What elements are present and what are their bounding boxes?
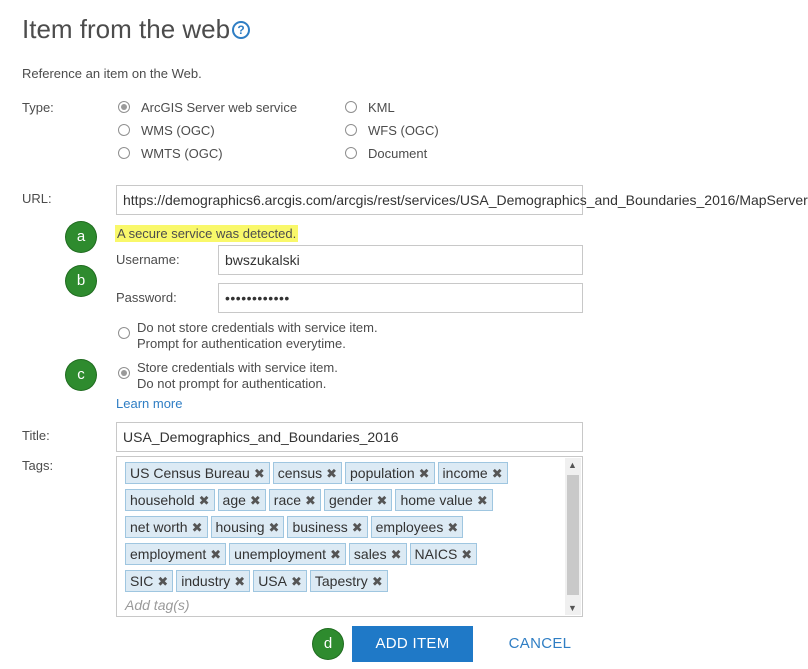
remove-tag-icon[interactable]: ✖ <box>157 574 169 589</box>
tag-chip[interactable] <box>287 516 367 538</box>
remove-tag-icon[interactable]: ✖ <box>210 547 222 562</box>
title-label: Title: <box>22 428 50 443</box>
tag-chip[interactable] <box>438 462 508 484</box>
type-option-document-label: Document <box>368 146 428 161</box>
radio-icon[interactable] <box>118 367 130 379</box>
tag-row <box>125 570 565 592</box>
remove-tag-icon[interactable]: ✖ <box>371 574 383 589</box>
radio-icon[interactable] <box>345 101 357 113</box>
remove-tag-icon[interactable]: ✖ <box>290 574 302 589</box>
remove-tag-icon[interactable]: ✖ <box>447 520 459 535</box>
title-input[interactable]: USA_Demographics_and_Boundaries_2016 <box>116 422 583 452</box>
tag-text: population <box>350 465 415 481</box>
tag-text: household <box>130 492 195 508</box>
remove-tag-icon[interactable]: ✖ <box>491 466 503 481</box>
credentials-option-prompt-line1: Do not store credentials with service item. <box>137 320 378 335</box>
url-input[interactable]: https://demographics6.arcgis.com/arcgis/rest/services/USA_Demographics_and_Boundaries_2016/MapServer <box>116 185 583 215</box>
credentials-option-prompt-line2: Prompt for authentication everytime. <box>137 336 346 351</box>
remove-tag-icon[interactable]: ✖ <box>390 547 402 562</box>
remove-tag-icon[interactable]: ✖ <box>249 493 261 508</box>
remove-tag-icon[interactable]: ✖ <box>234 574 246 589</box>
tag-text: race <box>273 492 302 508</box>
learn-more-link[interactable]: Learn more <box>116 396 183 411</box>
username-label: Username: <box>116 252 180 267</box>
tag-row <box>125 516 565 538</box>
credentials-option-store-text <box>137 360 338 392</box>
callout-c-badge: c <box>66 360 96 390</box>
tag-text: net worth <box>130 519 188 535</box>
type-option-wmts[interactable] <box>118 147 130 159</box>
tag-text: US Census Bureau <box>130 465 250 481</box>
type-option-document[interactable] <box>345 147 357 159</box>
tag-chip[interactable] <box>324 489 393 511</box>
credentials-option-store-line2: Do not prompt for authentication. <box>137 376 327 391</box>
tag-row <box>125 543 565 565</box>
tag-text: census <box>277 465 323 481</box>
type-option-wms[interactable] <box>118 124 130 136</box>
credentials-option-store-line1: Store credentials with service item. <box>137 360 338 375</box>
tag-chip[interactable] <box>269 489 321 511</box>
username-input[interactable]: bwszukalski <box>218 245 583 275</box>
help-icon[interactable]: ? <box>232 21 250 39</box>
callout-a-badge: a <box>66 222 96 252</box>
type-option-kml-label: KML <box>368 100 395 115</box>
tag-chip[interactable] <box>410 543 478 565</box>
tag-text: industry <box>181 573 231 589</box>
type-option-arcgis[interactable] <box>118 101 130 113</box>
tag-text: gender <box>328 492 373 508</box>
tag-text: employment <box>130 546 207 562</box>
tag-chip[interactable] <box>395 489 492 511</box>
tag-list <box>125 462 565 613</box>
remove-tag-icon[interactable]: ✖ <box>476 493 488 508</box>
radio-icon[interactable] <box>345 147 357 159</box>
tag-chip[interactable] <box>253 570 307 592</box>
remove-tag-icon[interactable]: ✖ <box>418 466 430 481</box>
tag-text: NAICS <box>414 546 458 562</box>
tags-scrollbar[interactable] <box>565 458 581 615</box>
remove-tag-icon[interactable]: ✖ <box>253 466 265 481</box>
credentials-option-prompt-text <box>137 320 378 352</box>
tag-row <box>125 462 565 484</box>
tag-chip[interactable] <box>125 543 226 565</box>
remove-tag-icon[interactable]: ✖ <box>326 466 338 481</box>
callout-d-badge: d <box>313 629 343 659</box>
remove-tag-icon[interactable]: ✖ <box>305 493 316 508</box>
tag-text: housing <box>215 519 265 535</box>
type-option-wms-label: WMS (OGC) <box>141 123 215 138</box>
scroll-up-icon[interactable]: ▲ <box>568 460 577 470</box>
radio-icon[interactable] <box>118 101 130 113</box>
password-input[interactable]: •••••••••••• <box>218 283 583 313</box>
tag-chip[interactable] <box>176 570 250 592</box>
tag-chip[interactable] <box>125 462 270 484</box>
callout-b-badge: b <box>66 266 96 296</box>
secure-service-notice: A secure service was detected. <box>117 226 297 241</box>
tag-chip[interactable] <box>273 462 342 484</box>
tag-chip[interactable] <box>211 516 285 538</box>
tags-label: Tags: <box>22 458 54 473</box>
type-option-wmts-label: WMTS (OGC) <box>141 146 223 161</box>
tag-text: Tapestry <box>314 573 368 589</box>
radio-icon[interactable] <box>118 327 130 339</box>
add-tag-placeholder[interactable]: Add tag(s) <box>125 597 190 613</box>
type-option-wfs[interactable] <box>345 124 357 136</box>
remove-tag-icon[interactable]: ✖ <box>461 547 473 562</box>
add-item-button[interactable]: ADD ITEM <box>352 626 473 662</box>
remove-tag-icon[interactable]: ✖ <box>330 547 341 562</box>
tag-text: employees <box>375 519 444 535</box>
tag-chip[interactable] <box>125 516 208 538</box>
radio-icon[interactable] <box>118 147 130 159</box>
tag-chip[interactable] <box>345 462 435 484</box>
radio-icon[interactable] <box>345 124 357 136</box>
type-option-wfs-label: WFS (OGC) <box>368 123 439 138</box>
tag-chip[interactable] <box>218 489 266 511</box>
type-label: Type: <box>22 100 54 115</box>
tag-chip[interactable] <box>125 570 173 592</box>
remove-tag-icon[interactable]: ✖ <box>191 520 203 535</box>
url-label: URL: <box>22 191 52 206</box>
credentials-option-prompt[interactable] <box>118 327 130 339</box>
tag-text: unemployment <box>234 546 326 562</box>
tags-input[interactable] <box>116 456 583 617</box>
tag-text: home value <box>400 492 473 508</box>
tag-row <box>125 489 565 511</box>
type-option-kml[interactable] <box>345 101 357 113</box>
tag-text: USA <box>258 573 287 589</box>
tag-chip[interactable] <box>371 516 464 538</box>
tag-chip[interactable] <box>125 489 215 511</box>
dialog-description: Reference an item on the Web. <box>22 66 202 81</box>
tag-chip[interactable] <box>349 543 407 565</box>
tag-text: sales <box>353 546 387 562</box>
scroll-thumb[interactable] <box>567 475 579 595</box>
tag-chip[interactable] <box>310 570 388 592</box>
cancel-button[interactable]: CANCEL <box>508 635 572 652</box>
radio-icon[interactable] <box>118 124 130 136</box>
tag-chip[interactable] <box>229 543 346 565</box>
tag-text: income <box>442 465 488 481</box>
password-label: Password: <box>116 290 177 305</box>
remove-tag-icon[interactable]: ✖ <box>351 520 363 535</box>
tag-text: SIC <box>130 573 154 589</box>
tag-text: business <box>292 519 348 535</box>
dialog-title: Item from the web <box>22 14 231 44</box>
remove-tag-icon[interactable]: ✖ <box>268 520 280 535</box>
tag-text: age <box>222 492 246 508</box>
scroll-down-icon[interactable]: ▼ <box>568 603 577 613</box>
credentials-option-store[interactable] <box>118 367 130 379</box>
type-option-arcgis-label: ArcGIS Server web service <box>141 100 298 115</box>
remove-tag-icon[interactable]: ✖ <box>376 493 388 508</box>
remove-tag-icon[interactable]: ✖ <box>198 493 210 508</box>
